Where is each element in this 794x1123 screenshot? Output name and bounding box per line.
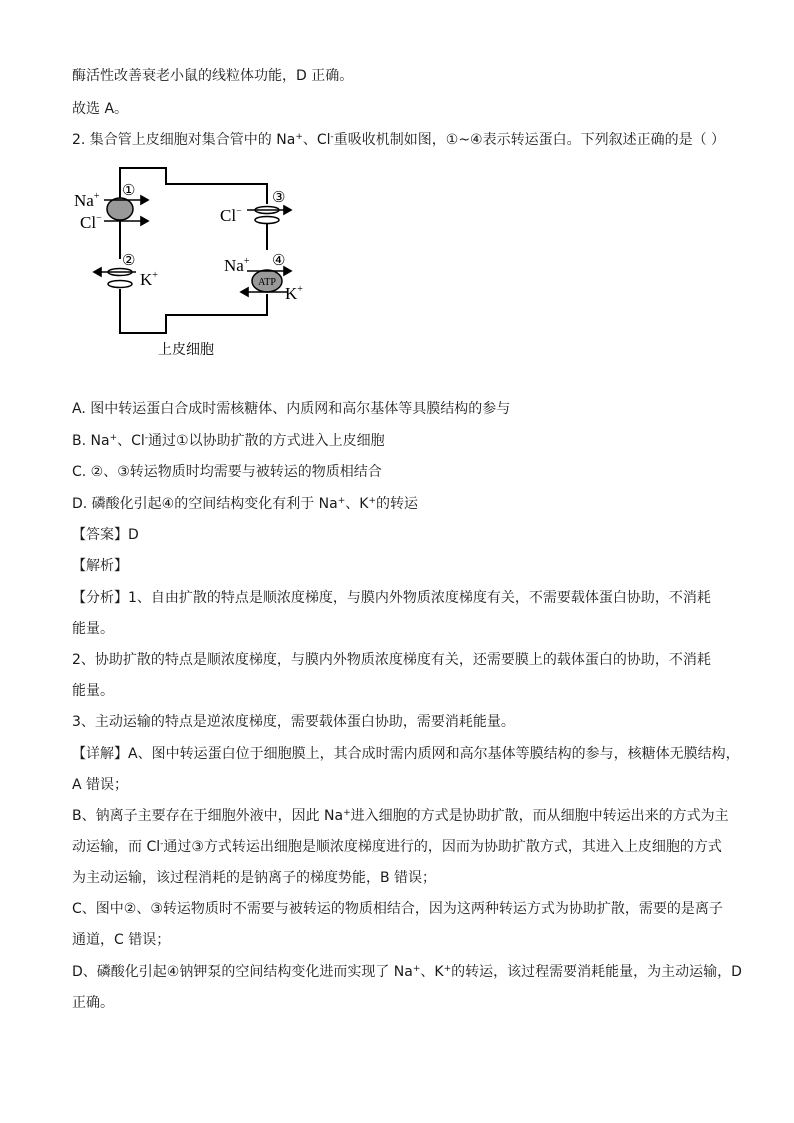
detail-text-part: B、钠离子主要存在于细胞外液中，因此 Na: [72, 808, 344, 824]
option-text-part: 、K: [345, 496, 369, 512]
ion-label-na: Na: [224, 256, 244, 275]
arrow-right-icon: [141, 217, 148, 225]
superscript: +: [109, 433, 118, 443]
detail-text-part: 进入细胞的方式是协助扩散，而从细胞中转运出来的方式为主: [350, 808, 729, 824]
detail-text-part: 的转运，该过程需要消耗能量，为主动运输，D: [451, 964, 742, 980]
transport-diagram: [72, 164, 332, 364]
svg-text:K+: K+: [285, 284, 303, 303]
svg-text:Na+: Na+: [74, 191, 100, 210]
detail-line: [72, 838, 722, 856]
detail-line: [72, 807, 729, 825]
detail-text-part: 、K: [420, 964, 444, 980]
superscript: +: [443, 964, 452, 974]
ion-label-k: K: [140, 270, 153, 289]
analysis-line: 能量。: [72, 621, 114, 637]
superscript: +: [337, 496, 346, 506]
option-text-part: 、Cl: [117, 433, 145, 449]
superscript: +: [343, 808, 351, 818]
marker-3: ③: [272, 190, 286, 206]
svg-text:Cl−: Cl−: [220, 206, 242, 225]
analysis-line: 2、协助扩散的特点是顺浓度梯度，与膜内外物质浓度梯度有关，还需要膜上的载体蛋白的协助，不消耗: [72, 652, 711, 668]
option-text-part: 的转运: [376, 496, 419, 512]
cell-label: 上皮细胞: [158, 342, 214, 358]
detail-line: 为主动运输，该过程消耗的是钠离子的梯度势能，B 错误；: [72, 870, 437, 886]
arrow-right-icon: [141, 196, 148, 204]
superscript: -: [160, 839, 164, 849]
detail-line: 正确。: [72, 995, 114, 1011]
transporter-1: [107, 198, 133, 220]
svg-text:K+: K+: [140, 270, 158, 289]
superscript: +: [368, 496, 377, 506]
arrow-left-icon: [241, 288, 248, 296]
option-text-part: 通过①以协助扩散的方式进入上皮细胞: [148, 433, 385, 449]
detail-text-part: D、磷酸化引起④钠钾泵的空间结构变化进而实现了 Na: [72, 964, 413, 980]
detail-text-part: 动运输，而 Cl: [72, 839, 161, 855]
arrow-left-icon: [94, 268, 101, 276]
question-text-part: 2. 集合管上皮细胞对集合管中的 Na: [72, 132, 296, 148]
ion-label-cl: Cl: [80, 213, 97, 232]
text-line: 故选 A。: [72, 101, 129, 117]
ion-label-na: Na: [74, 191, 94, 210]
question-stem: [72, 131, 725, 149]
answer-label: 【答案】D: [72, 527, 139, 543]
svg-text:Na+: Na+: [224, 256, 250, 275]
option-b: [72, 432, 385, 450]
option-a: A. 图中转运蛋白合成时需核糖体、内质网和高尔基体等具膜结构的参与: [72, 401, 511, 417]
superscript: -: [144, 433, 149, 443]
arrow-right-icon: [284, 206, 291, 214]
option-text-part: B. Na: [72, 433, 110, 449]
ion-label-k: K: [285, 284, 298, 303]
analysis-line: 3、主动运输的特点是逆浓度梯度，需要载体蛋白协助，需要消耗能量。: [72, 714, 515, 730]
svg-text:Cl−: Cl−: [80, 213, 102, 232]
superscript: -: [330, 132, 334, 142]
transporter-3-channel: [255, 207, 279, 224]
analysis-line: 能量。: [72, 683, 114, 699]
question-text-part: 重吸收机制如图，①~④表示转运蛋白。下列叙述正确的是（ ）: [333, 132, 726, 148]
option-d: [72, 495, 418, 513]
option-text-part: D. 磷酸化引起④的空间结构变化有利于 Na: [72, 496, 338, 512]
marker-4: ④: [272, 253, 286, 269]
text-line: 酶活性改善衰老小鼠的线粒体功能，D 正确。: [72, 68, 354, 84]
superscript: +: [412, 964, 421, 974]
detail-line: [72, 963, 742, 981]
question-text-part: 、Cl: [302, 132, 331, 148]
marker-2: ②: [122, 253, 136, 269]
analysis-line: 【分析】1、自由扩散的特点是顺浓度梯度，与膜内外物质浓度梯度有关，不需要载体蛋白协助，不消耗: [72, 590, 711, 606]
atp-label: ATP: [258, 277, 276, 288]
detail-line: C、图中②、③转运物质时不需要与被转运的物质相结合，因为这两种转运方式为协助扩散，需要的是离子: [72, 901, 723, 917]
detail-text-part: 通过③方式转运出细胞是顺浓度梯度进行的，因而为协助扩散方式，其进入上皮细胞的方式: [163, 839, 722, 855]
superscript: +: [295, 132, 303, 142]
analysis-label: 【解析】: [72, 558, 128, 574]
detail-line: 【详解】A、图中转运蛋白位于细胞膜上，其合成时需内质网和高尔基体等膜结构的参与，核糖体无膜结构，: [72, 746, 740, 762]
ion-label-cl: Cl: [220, 206, 237, 225]
cell-outline: [120, 168, 267, 333]
marker-1: ①: [122, 183, 136, 199]
detail-line: 通道，C 错误；: [72, 932, 171, 948]
option-c: C. ②、③转运物质时均需要与被转运的物质相结合: [72, 464, 382, 480]
detail-line: A 错误；: [72, 777, 129, 793]
